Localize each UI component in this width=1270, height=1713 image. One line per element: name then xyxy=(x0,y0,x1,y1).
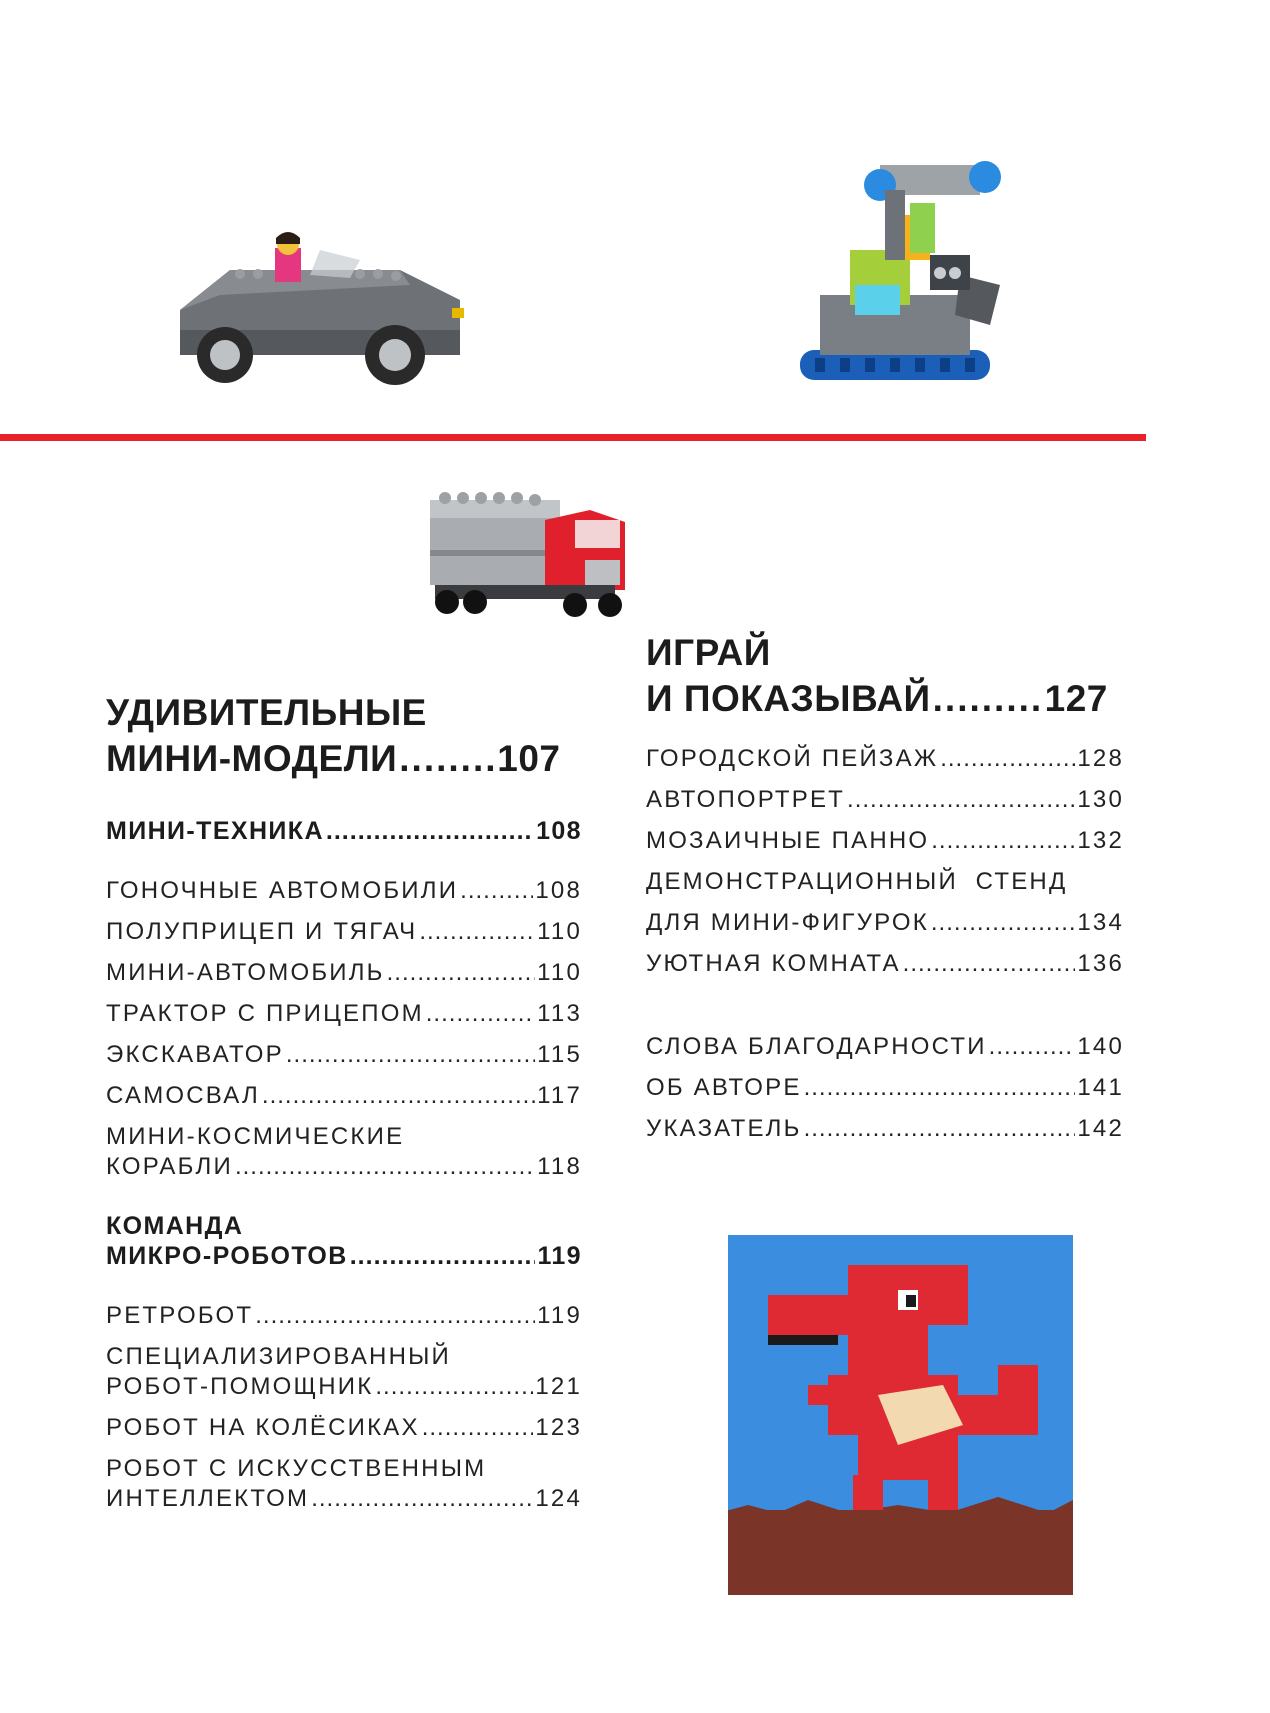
toc-left-column xyxy=(106,690,582,1525)
leader-dots xyxy=(350,1241,536,1271)
leader-dots xyxy=(931,908,1075,938)
leader-dots xyxy=(387,958,535,988)
leader-dots xyxy=(311,1484,533,1514)
leader-dots xyxy=(903,949,1076,979)
toc-entry[interactable]: СЛОВА БЛАГОДАРНОСТИ ..... 140 xyxy=(646,1032,1124,1062)
toc-entry[interactable]: СПЕЦИАЛИЗИРОВАННЫЙ РОБОТ-ПОМОЩНИК ..... 121 xyxy=(106,1342,582,1402)
toc-right-column xyxy=(646,630,1124,1155)
toc-entry[interactable]: УКАЗАТЕЛЬ ..... 142 xyxy=(646,1114,1124,1144)
toc-entry[interactable]: ПОЛУПРИЦЕП И ТЯГАЧ ..... 110 xyxy=(106,917,582,947)
toc-entry[interactable]: УЮТНАЯ КОМНАТА ..... 136 xyxy=(646,949,1124,979)
leader-dots xyxy=(931,826,1075,856)
lego-truck-image xyxy=(425,480,635,640)
toc-entry[interactable]: ЭКСКАВАТОР ..... 115 xyxy=(106,1040,582,1070)
toc-entry[interactable]: ДЕМОНСТРАЦИОННЫЙ СТЕНД ДЛЯ МИНИ-ФИГУРОК ..... 134 xyxy=(646,867,1124,938)
toc-entry[interactable]: ГОРОДСКОЙ ПЕЙЗАЖ ..... 128 xyxy=(646,744,1124,774)
toc-entry[interactable]: ОБ АВТОРЕ ..... 141 xyxy=(646,1073,1124,1103)
subsection-mini-tech: МИНИ-ТЕХНИКА ..... 108 xyxy=(106,816,582,846)
toc-entry[interactable]: РОБОТ НА КОЛЁСИКАХ ..... 123 xyxy=(106,1413,582,1443)
leader-dots xyxy=(989,1032,1076,1062)
toc-entry[interactable]: МИНИ-КОСМИЧЕСКИЕ КОРАБЛИ ..... 118 xyxy=(106,1122,582,1182)
leader-dots xyxy=(933,676,1043,722)
section-title-play-and-show: ИГРАЙ И ПОКАЗЫВАЙ ..... 127 xyxy=(646,630,1124,722)
red-divider-rule xyxy=(0,434,1146,441)
toc-entry[interactable]: РОБОТ С ИСКУССТВЕННЫМ ИНТЕЛЛЕКТОМ ..... 124 xyxy=(106,1454,582,1514)
leader-dots xyxy=(399,736,495,782)
leader-dots xyxy=(422,1413,534,1443)
leader-dots xyxy=(375,1372,533,1402)
subsection-micro-robots: КОМАНДА МИКРО-РОБОТОВ ..... 119 xyxy=(106,1211,582,1271)
leader-dots xyxy=(286,1040,535,1070)
leader-dots xyxy=(847,785,1075,815)
toc-entry[interactable]: АВТОПОРТРЕТ ..... 130 xyxy=(646,785,1124,815)
leader-dots xyxy=(255,1301,535,1331)
leader-dots xyxy=(419,917,535,947)
leader-dots xyxy=(460,876,533,906)
leader-dots xyxy=(940,744,1075,774)
toc-entry[interactable]: САМОСВАЛ ..... 117 xyxy=(106,1081,582,1111)
lego-dinosaur-mosaic-image xyxy=(728,1235,1078,1605)
lego-car-image xyxy=(160,230,470,410)
toc-entry[interactable]: МОЗАИЧНЫЕ ПАННО ..... 132 xyxy=(646,826,1124,856)
toc-entry[interactable]: ТРАКТОР С ПРИЦЕПОМ ..... 113 xyxy=(106,999,582,1029)
section-title-mini-models: УДИВИТЕЛЬНЫЕ МИНИ-МОДЕЛИ ..... 107 xyxy=(106,690,582,782)
leader-dots xyxy=(326,816,534,846)
toc-entry[interactable]: МИНИ-АВТОМОБИЛЬ ..... 110 xyxy=(106,958,582,988)
leader-dots xyxy=(804,1073,1076,1103)
toc-entry[interactable]: ГОНОЧНЫЕ АВТОМОБИЛИ ..... 108 xyxy=(106,876,582,906)
lego-robot-image xyxy=(780,155,1010,395)
leader-dots xyxy=(235,1152,535,1182)
toc-entry[interactable]: РЕТРОБОТ ..... 119 xyxy=(106,1301,582,1331)
leader-dots xyxy=(262,1081,535,1111)
leader-dots xyxy=(804,1114,1076,1144)
leader-dots xyxy=(426,999,535,1029)
